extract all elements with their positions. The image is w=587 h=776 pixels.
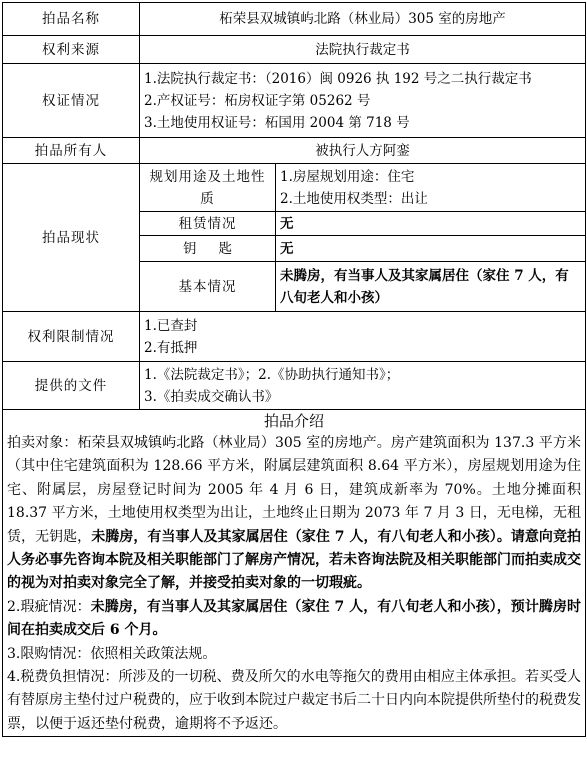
intro-p1-bold: 未腾房，有当事人及其家属居住（家住 7 人，有八旬老人和小孩）。请意向竞拍人务必事先咨询本院及相关职能部门了解房产情况，若未咨询法院及相关职能部门而拍卖成交的视为对拍卖对象完全了解，并接受拍卖对象的一切瑕疵。	[7, 528, 582, 592]
cert-item: 2.产权证号：柘房权证字第 05262 号	[144, 92, 371, 109]
intro-title: 拍品介绍	[263, 412, 324, 430]
planning-line: 1.房屋规划用途：住宅	[280, 168, 415, 185]
value-owner: 被执行人方阿銮	[140, 138, 586, 164]
intro-paragraph-3: 3.限购情况：依照相关政策法规。	[7, 645, 217, 662]
cert-item: 3.土地使用权证号：柘国用 2004 第 718 号	[144, 114, 410, 131]
row-rights-limit	[3, 312, 586, 362]
row-files	[3, 362, 586, 410]
value-lease: 无	[276, 212, 586, 236]
file-item: 1.《法院裁定书》；2.《协助执行通知书》；	[144, 366, 400, 383]
label-certificates: 权证情况	[3, 64, 140, 138]
label-files: 提供的文件	[3, 362, 140, 410]
value-certificates	[140, 64, 586, 138]
cert-item: 1.法院执行裁定书：（2016）闽 0926 执 192 号之二执行裁定书	[144, 70, 532, 87]
row-owner	[3, 138, 586, 164]
intro-paragraph-1	[7, 432, 581, 596]
label-rights-limit: 权利限制情况	[3, 312, 140, 362]
auction-info-table	[2, 2, 586, 737]
row-item-name	[3, 3, 586, 36]
label-owner: 拍品所有人	[3, 138, 140, 164]
label-lease: 租赁情况	[140, 212, 276, 236]
value-planning-use	[276, 164, 586, 212]
label-keys: 钥匙	[140, 236, 276, 262]
intro-body	[7, 432, 581, 736]
value-rights-source: 法院执行裁定书	[140, 36, 586, 64]
row-intro	[3, 410, 586, 737]
value-files	[140, 362, 586, 410]
label-rights-source: 权利来源	[3, 36, 140, 64]
row-certificates	[3, 64, 586, 138]
intro-p1-text: 拍卖对象：柘荣县双城镇屿北路（林业局）305 室的房地产。房产建筑面积为 137.3 平方米（其中住宅建筑面积为 128.66 平方米，附属层建筑面积 8.64 平方米），房屋规划用途为住宅、附属层，房屋登记时间为 2005 年 4 月 6 日，建筑成新率为 70%。土地分摊面积 18.37 平方米，土地使用权类型为出让，土地终止日期为 2073 年 7 月 3 日，无电梯，无租赁，无钥匙，	[7, 435, 581, 545]
value-rights-limit	[140, 312, 586, 362]
value-keys: 无	[276, 236, 586, 262]
row-planning-use	[3, 164, 586, 212]
auction-document	[2, 2, 585, 774]
intro-paragraph-4: 4.税费负担情况：所涉及的一切税、费及所欠的水电等拖欠的费用由相应主体承担。若买受人有替原房主垫付过户税费的，应于收到本院过户裁定书后二十日内向本院提供所垫付的税费发票，以便于返还垫付税费，逾期将不予返还。	[7, 669, 581, 732]
limit-item: 1.已查封	[144, 317, 198, 334]
value-basic-status: 未腾房，有当事人及其家属居住（家住 7 人，有八旬老人和小孩）	[276, 262, 586, 312]
limit-item: 2.有抵押	[144, 339, 198, 356]
label-planning-use: 规划用途及土地性质	[140, 164, 276, 212]
intro-p2-bold: 未腾房，有当事人及其家属居住（家住 7 人，有八旬老人和小孩），预计腾房时间在拍卖成交后 6 个月。	[7, 598, 581, 639]
file-item: 3.《拍卖成交确认书》	[144, 388, 279, 405]
value-item-name: 柘荣县双城镇屿北路（林业局）305 室的房地产	[140, 3, 586, 36]
intro-p2-text: 2.瑕疵情况：	[7, 598, 91, 615]
row-rights-source	[3, 36, 586, 64]
label-basic-status: 基本情况	[140, 262, 276, 312]
intro-cell	[3, 410, 586, 737]
planning-line: 2.土地使用权类型：出让	[280, 190, 428, 207]
intro-paragraph-2	[7, 596, 581, 643]
label-item-name: 拍品名称	[3, 3, 140, 36]
label-item-status: 拍品现状	[3, 164, 140, 312]
